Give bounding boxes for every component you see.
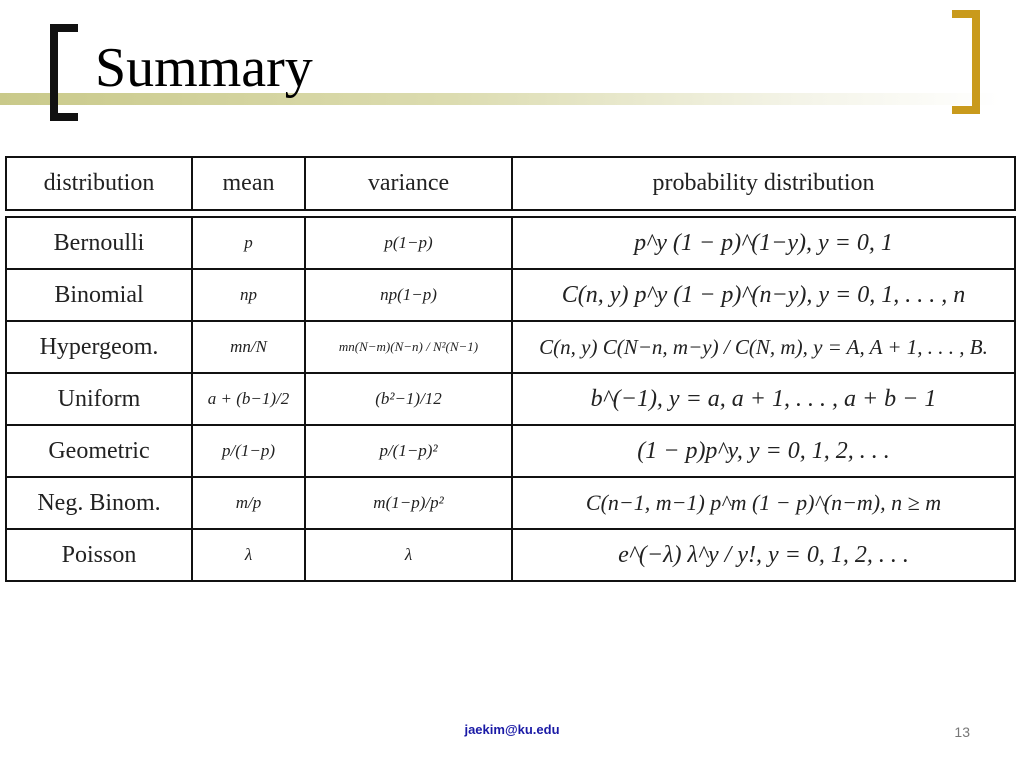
pdf-formula: (1 − p)p^y, y = 0, 1, 2, . . . bbox=[637, 437, 890, 464]
pdf-formula: e^(−λ) λ^y / y!, y = 0, 1, 2, . . . bbox=[618, 541, 909, 568]
mean-formula: a + (b−1)/2 bbox=[193, 374, 306, 424]
variance-formula: λ bbox=[306, 530, 513, 580]
table-row bbox=[5, 322, 1016, 374]
table-header-row bbox=[5, 156, 1016, 211]
slide-title: Summary bbox=[95, 37, 313, 99]
table-row bbox=[5, 530, 1016, 582]
distribution-name: Hypergeom. bbox=[7, 322, 193, 372]
variance-formula: (b²−1)/12 bbox=[306, 374, 513, 424]
table-row bbox=[5, 270, 1016, 322]
distribution-name: Binomial bbox=[7, 270, 193, 320]
mean-formula: np bbox=[193, 270, 306, 320]
pdf-formula: C(n, y) C(N−n, m−y) / C(N, m), y = A, A + 1, . . . , B. bbox=[539, 334, 988, 359]
variance-formula: p(1−p) bbox=[306, 218, 513, 268]
pdf-formula: C(n−1, m−1) p^m (1 − p)^(n−m), n ≥ m bbox=[585, 490, 942, 515]
distribution-name: Neg. Binom. bbox=[7, 478, 193, 528]
pdf-formula: C(n, y) p^y (1 − p)^(n−y), y = 0, 1, . . . , n bbox=[561, 281, 966, 308]
header-probability-distribution: probability distribution bbox=[652, 170, 875, 196]
mean-formula: m/p bbox=[193, 478, 306, 528]
distribution-name: Poisson bbox=[7, 530, 193, 580]
variance-formula: np(1−p) bbox=[306, 270, 513, 320]
header-distribution: distribution bbox=[7, 158, 193, 209]
mean-formula: p bbox=[193, 218, 306, 268]
mean-formula: λ bbox=[193, 530, 306, 580]
pdf-formula: b^(−1), y = a, a + 1, . . . , a + b − 1 bbox=[590, 385, 937, 412]
table-row bbox=[5, 216, 1016, 270]
pdf-formula: p^y (1 − p)^(1−y), y = 0, 1 bbox=[634, 229, 893, 256]
variance-formula: m(1−p)/p² bbox=[306, 478, 513, 528]
page-number: 13 bbox=[954, 724, 970, 740]
table-row bbox=[5, 374, 1016, 426]
mean-formula: mn/N bbox=[193, 322, 306, 372]
distribution-name: Geometric bbox=[7, 426, 193, 476]
variance-formula: p/(1−p)² bbox=[306, 426, 513, 476]
left-bracket-decoration bbox=[50, 24, 78, 121]
header-mean: mean bbox=[193, 158, 306, 209]
right-bracket-decoration bbox=[952, 10, 980, 114]
table-row bbox=[5, 426, 1016, 478]
distribution-summary-table bbox=[5, 156, 1016, 582]
header-variance: variance bbox=[306, 158, 513, 209]
variance-formula: mn(N−m)(N−n) / N²(N−1) bbox=[306, 322, 513, 372]
table-row bbox=[5, 478, 1016, 530]
mean-formula: p/(1−p) bbox=[193, 426, 306, 476]
distribution-name: Uniform bbox=[7, 374, 193, 424]
footer-email: jaekim@ku.edu bbox=[464, 722, 560, 737]
distribution-name: Bernoulli bbox=[7, 218, 193, 268]
